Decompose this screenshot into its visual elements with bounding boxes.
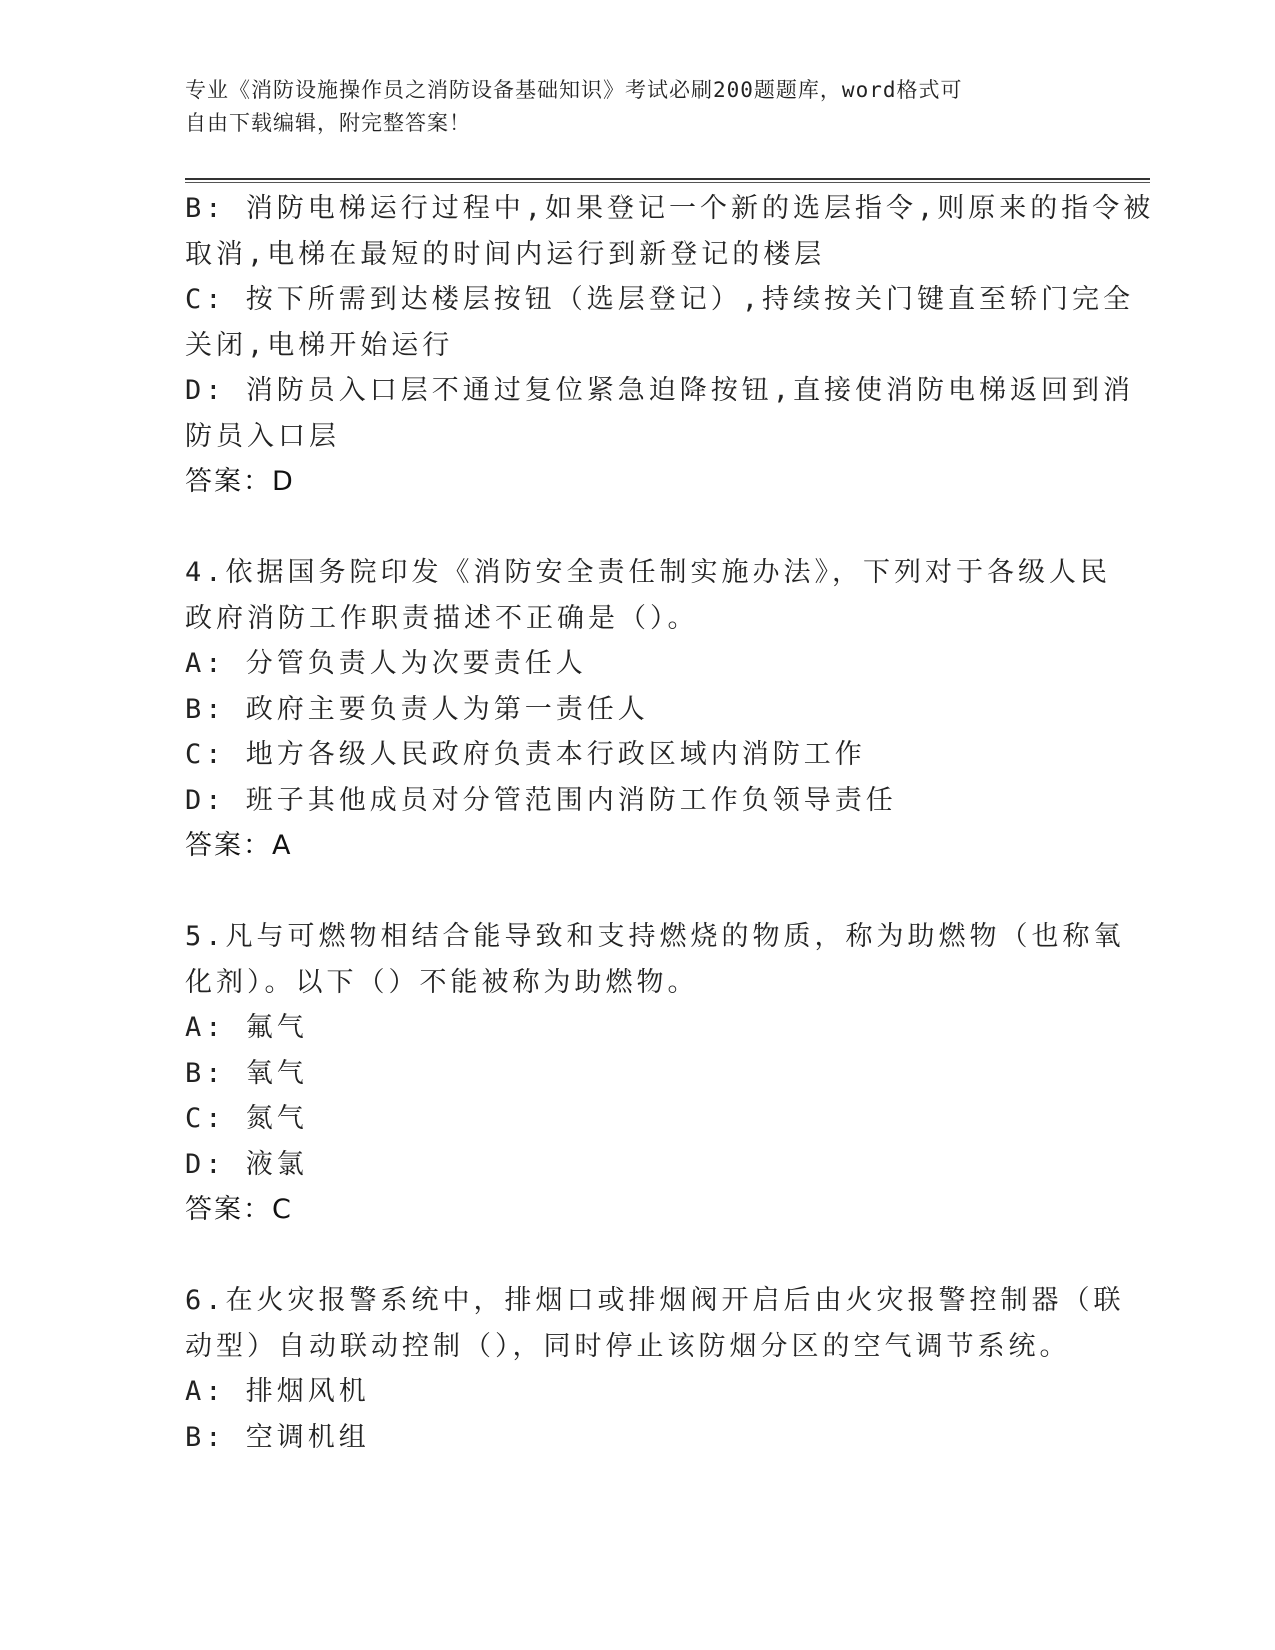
question-stem-line-1: 4.依据国务院印发《消防安全责任制实施办法》，下列对于各级人民: [185, 557, 1112, 588]
option-c: C: 氮气: [185, 1103, 308, 1134]
answer-line: 答案：C: [185, 1194, 293, 1225]
option-d-line-2: 防员入口层: [185, 420, 340, 452]
option-b: B: 氧气: [185, 1057, 308, 1089]
question-content: [185, 186, 1155, 1460]
question-stem-line-1: 6.在火灾报警系统中，排烟口或排烟阀开启后由火灾报警控制器（联: [185, 1285, 1125, 1316]
header-divider-thick: [185, 178, 1150, 180]
question-spacer: [185, 1233, 1105, 1279]
header-title-line-2: 自由下载编辑，附完整答案！: [185, 111, 471, 135]
option-b: B: 空调机组: [185, 1421, 370, 1453]
question-6: [185, 1278, 1125, 1460]
question-spacer: [185, 869, 1105, 915]
option-a: A: 排烟风机: [185, 1376, 370, 1407]
question-5: [185, 914, 1125, 1233]
option-b: B: 政府主要负责人为第一责任人: [185, 693, 649, 725]
option-b-line-2: 取消,电梯在最短的时间内运行到新登记的楼层: [185, 238, 826, 270]
header-divider-thin: [185, 182, 1150, 183]
question-3-continued: [185, 186, 1155, 505]
header-title-line-1: 专业《消防设施操作员之消防设备基础知识》考试必刷200题题库，word格式可: [185, 78, 963, 102]
option-b-line-1: B: 消防电梯运行过程中,如果登记一个新的选层指令,则原来的指令被: [185, 193, 1155, 224]
question-stem-line-2: 动型）自动联动控制（），同时停止该防烟分区的空气调节系统。: [185, 1330, 1071, 1362]
option-c: C: 地方各级人民政府负责本行政区域内消防工作: [185, 739, 866, 770]
option-a: A: 氟气: [185, 1012, 308, 1043]
option-d: D: 液氯: [185, 1148, 308, 1180]
option-a: A: 分管负责人为次要责任人: [185, 648, 587, 679]
question-stem-line-1: 5.凡与可燃物相结合能导致和支持燃烧的物质，称为助燃物（也称氧: [185, 921, 1125, 952]
option-d: D: 班子其他成员对分管范围内消防工作负领导责任: [185, 784, 897, 816]
option-c-line-1: C: 按下所需到达楼层按钮（选层登记）,持续按关门键直至轿门完全: [185, 284, 1135, 315]
question-spacer: [185, 505, 1105, 551]
question-stem-line-2: 政府消防工作职责描述不正确是（）。: [185, 602, 699, 634]
option-c-line-2: 关闭,电梯开始运行: [185, 329, 454, 361]
answer-line: 答案：D: [185, 466, 295, 497]
answer-line: 答案：A: [185, 830, 293, 861]
document-header: [185, 74, 1065, 140]
question-stem-line-2: 化剂）。以下（）不能被称为助燃物。: [185, 966, 699, 998]
option-d-line-1: D: 消防员入口层不通过复位紧急迫降按钮,直接使消防电梯返回到消: [185, 375, 1135, 406]
question-4: [185, 550, 1112, 869]
